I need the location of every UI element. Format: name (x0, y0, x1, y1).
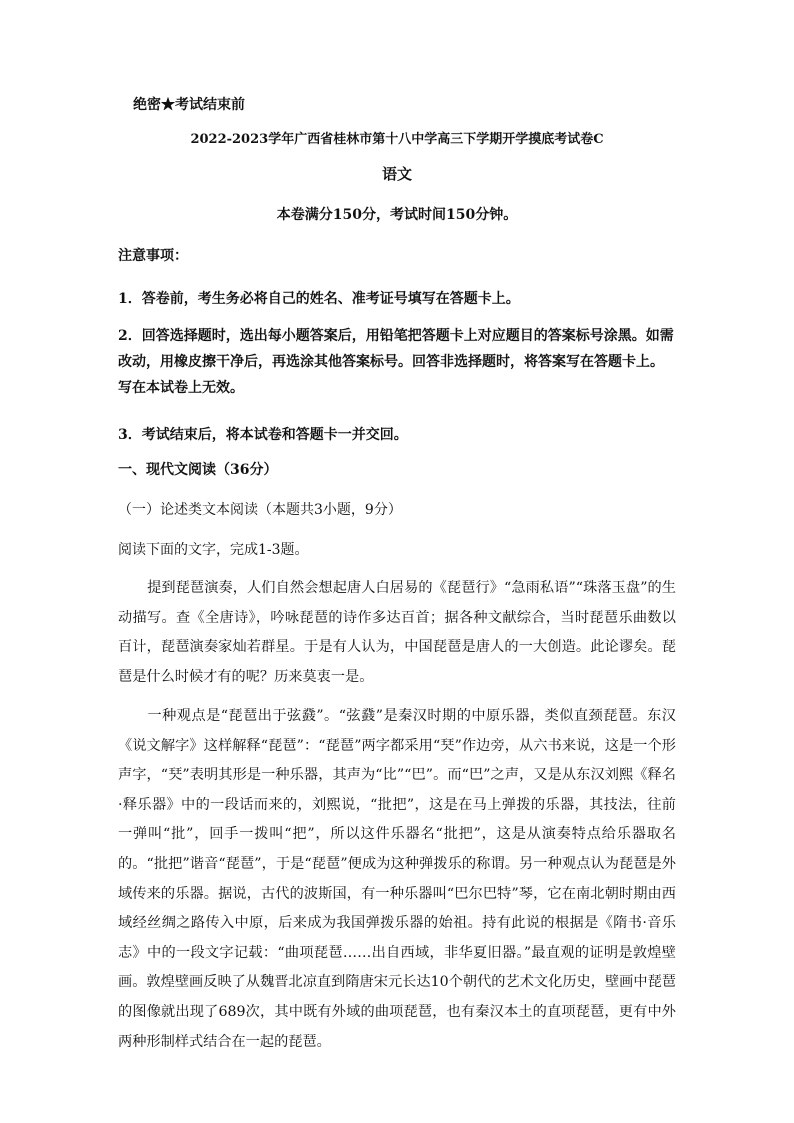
exam-title: 2022-2023学年广西省桂林市第十八中学高三下学期开学摸底考试卷C (190, 132, 604, 147)
section-subheading: （一）论述类文本阅读（本题共3小题，9分） (118, 502, 402, 518)
note-item-2: 2．回答选择题时，选出每小题答案后，用铅笔把答题卡上对应题目的答案标号涂黑。如需改动，用橡皮擦干净后，再选涂其他答案标号。回答非选择题时，将答案写在答题卡上。写在本试卷上无效。 (118, 328, 674, 396)
reading-instruction: 阅读下面的文字，完成1-3题。 (118, 542, 309, 558)
passage-paragraph-1 (118, 574, 676, 692)
passage-paragraph-2 (118, 702, 676, 1057)
passage-paragraph-2-text: 一种观点是“琵琶出于弦鼗”。“弦鼗”是秦汉时期的中原乐器，类似直颈琵琶。东汉《说文解字》这样解释“琵琶”：“琵琶”两字都采用“珡”作边旁，从六书来说，这是一个形声字，“珡”表明其形是一种乐器，其声为“比”“巴”。而“巴”之声，又是从东汉刘熙《释名·释乐器》中的一段话而来的，刘熙说，“批把”，这是在马上弹拨的乐器，其技法，往前一弹叫“批”，回手一拨叫“把”，所以这件乐器名“批把”，这是从演奏特点给乐器取名的。“批把”谐音“琵琶”，于是“琵琶”便成为这种弹拨乐的称谓。另一种观点认为琵琶是外域传来的乐器。据说，古代的波斯国，有一种乐器叫“巴尔巴特”琴，它在南北朝时期由西域经丝绸之路传入中原，后来成为我国弹拨乐器的始祖。持有此说的根据是《隋书·音乐志》中的一段文字记载：“曲项琵琶……出自西域，非华夏旧器。”最直观的证明是敦煌壁画。敦煌壁画反映了从魏晋北凉直到隋唐宋元长达10个朝代的艺术文化历史，壁画中琵琶的图像就出现了689次，其中既有外域的曲项琵琶，也有秦汉本土的直项琵琶，更有中外两种形制样式结合在一起的琵琶。 (118, 708, 676, 1050)
passage-paragraph-1-text: 提到琵琶演奏，人们自然会想起唐人白居易的《琵琶行》“急雨私语”“珠落玉盘”的生动描写。查《全唐诗》，吟咏琵琶的诗作多达百首；据各种文献综合，当时琵琶乐曲数以百计，琵琶演奏家灿若群星。于是有人认为，中国琵琶是唐人的一大创造。此论谬矣。琵琶是什么时候才有的呢？历来莫衷一是。 (118, 580, 676, 685)
note-item-1: 1．答卷前，考生务必将自己的姓名、准考证号填写在答题卡上。 (118, 291, 520, 307)
note-item-3: 3．考试结束后，将本试卷和答题卡一并交回。 (118, 427, 408, 443)
score-info: 本卷满分150分，考试时间150分钟。 (276, 207, 518, 223)
subject-title: 语文 (381, 165, 412, 183)
section-heading: 一、现代文阅读（36分） (118, 462, 278, 478)
confidential-mark: 绝密★考试结束前 (133, 97, 245, 113)
notes-heading: 注意事项： (118, 248, 188, 264)
